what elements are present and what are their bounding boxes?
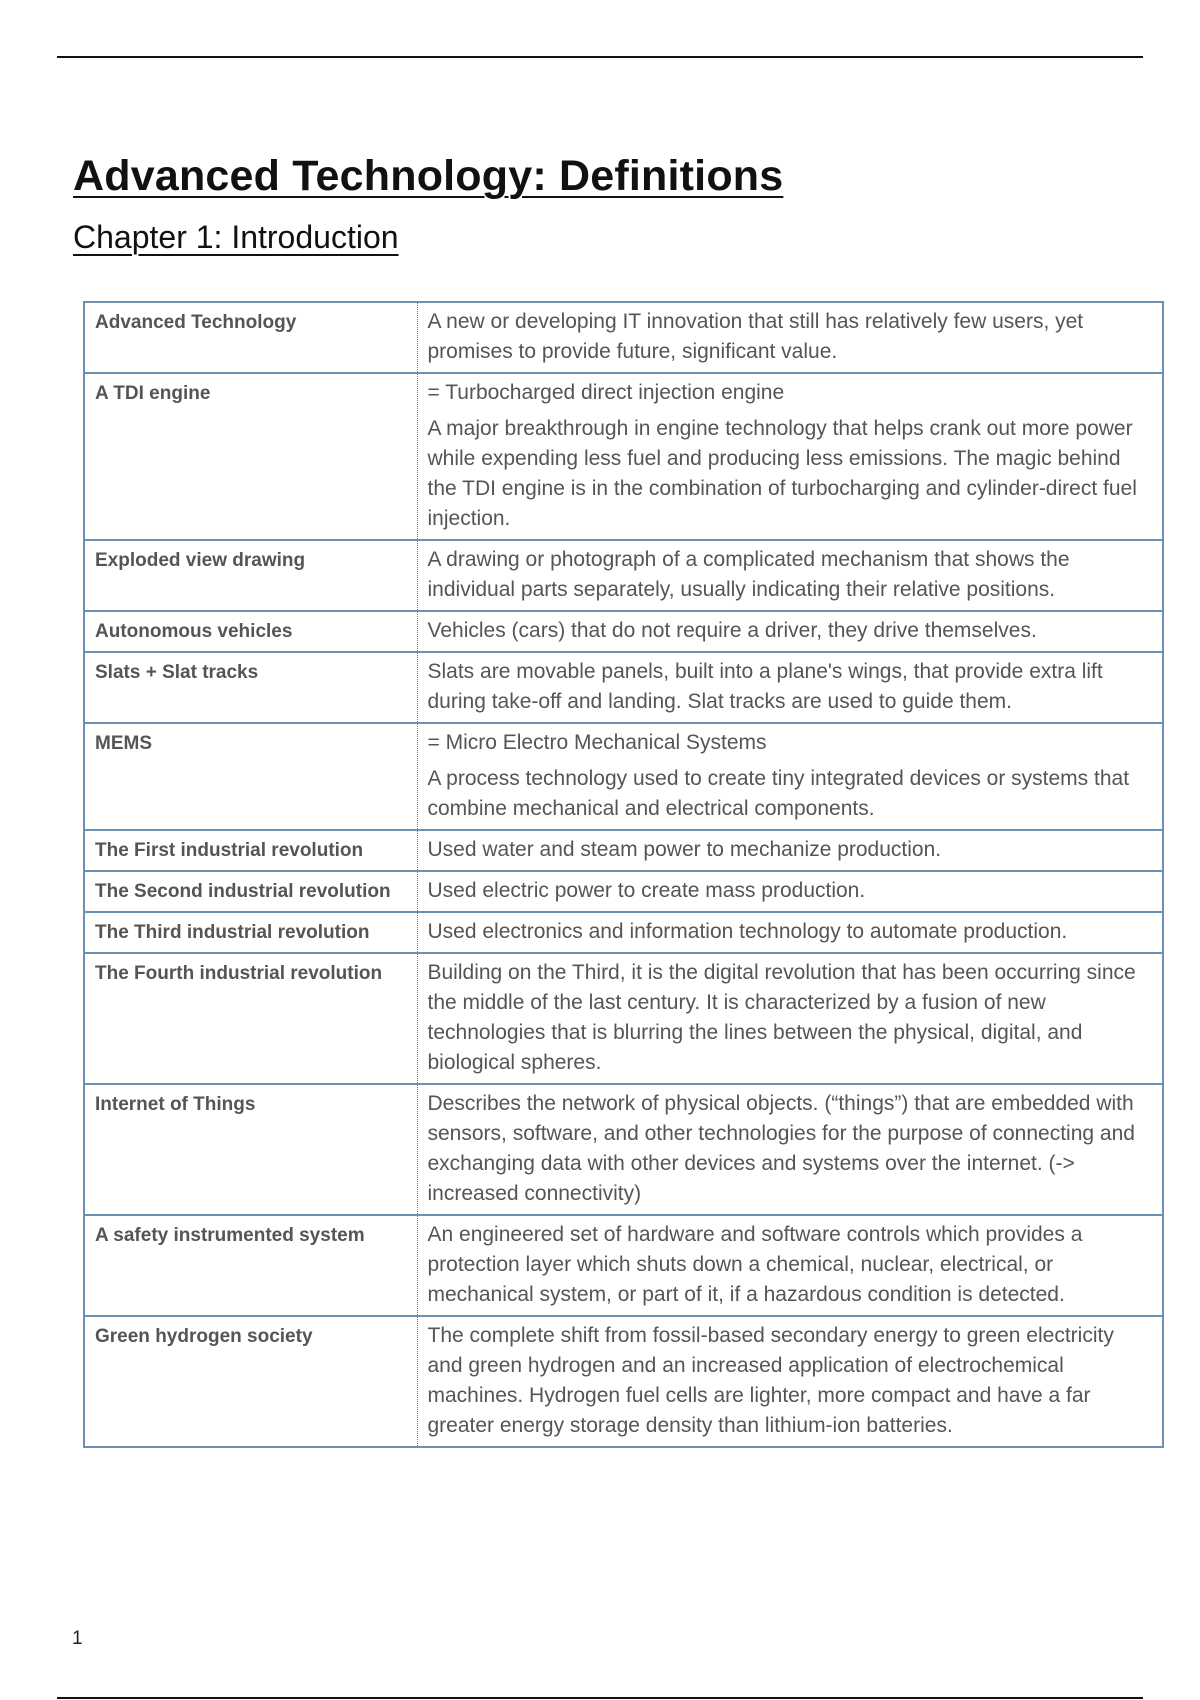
definitions-table-body [84, 302, 1163, 1447]
document-title: Advanced Technology: Definitions [73, 152, 784, 200]
chapter-subtitle: Chapter 1: Introduction [73, 219, 399, 255]
definition-line: Used water and steam power to mechanize production. [427, 838, 942, 861]
definition-line: Slats are movable panels, built into a plane's wings, that provide extra lift during take-off and landing. Slat tracks are used to guide them. [427, 660, 1103, 713]
page-number: 1 [72, 1628, 83, 1649]
definition-text [417, 302, 1163, 373]
definition-term: Internet of Things [84, 1084, 417, 1215]
definition-line: The complete shift from fossil-based secondary energy to green electricity and green hydrogen and an increased application of electrochemical machines. Hydrogen fuel cells are lighter, more compact and have a far greater energy storage density than lithium-ion batteries. [427, 1324, 1114, 1437]
definition-row [84, 1215, 1163, 1316]
definition-text [417, 912, 1163, 953]
definition-text [417, 723, 1163, 830]
definition-term: Exploded view drawing [84, 540, 417, 611]
definition-text [417, 611, 1163, 652]
definition-text [417, 1215, 1163, 1316]
definition-row [84, 953, 1163, 1084]
definition-term: The Fourth industrial revolution [84, 953, 417, 1084]
footer-rule [57, 1697, 1143, 1699]
definition-term: A safety instrumented system [84, 1215, 417, 1316]
definition-row [84, 611, 1163, 652]
definition-term: The Second industrial revolution [84, 871, 417, 912]
definition-text [417, 540, 1163, 611]
definition-term: Slats + Slat tracks [84, 652, 417, 723]
definition-line: A major breakthrough in engine technology that helps crank out more power while expending less fuel and producing less emissions. The magic behind the TDI engine is in the combination of turbocharging and cylinder-direct fuel injection. [427, 417, 1137, 530]
definition-text [417, 1316, 1163, 1447]
definition-row [84, 871, 1163, 912]
header-rule [57, 56, 1143, 58]
definition-line: An engineered set of hardware and software controls which provides a protection layer which shuts down a chemical, nuclear, electrical, or mechanical system, or part of it, if a hazardous condition is detected. [427, 1223, 1083, 1306]
definition-text [417, 953, 1163, 1084]
definition-row [84, 1316, 1163, 1447]
definition-row [84, 302, 1163, 373]
definition-term: The Third industrial revolution [84, 912, 417, 953]
definition-term: Advanced Technology [84, 302, 417, 373]
definition-row [84, 830, 1163, 871]
definition-text [417, 830, 1163, 871]
definition-text [417, 373, 1163, 540]
definition-row [84, 540, 1163, 611]
definition-term: Autonomous vehicles [84, 611, 417, 652]
definition-row [84, 1084, 1163, 1215]
definition-line: = Turbocharged direct injection engine [427, 381, 785, 404]
definition-row [84, 373, 1163, 540]
definition-term: MEMS [84, 723, 417, 830]
definition-term: A TDI engine [84, 373, 417, 540]
definition-text [417, 871, 1163, 912]
definition-line: A new or developing IT innovation that still has relatively few users, yet promises to provide future, significant value. [427, 310, 1084, 363]
definition-term: Green hydrogen society [84, 1316, 417, 1447]
definition-row [84, 723, 1163, 830]
definition-text [417, 652, 1163, 723]
definition-line: Describes the network of physical objects. (“things”) that are embedded with sensors, software, and other technologies for the purpose of connecting and exchanging data with other devices and systems over the internet. (-> increased connectivity) [427, 1092, 1135, 1205]
definition-term: The First industrial revolution [84, 830, 417, 871]
definitions-table [83, 301, 1164, 1448]
definition-text [417, 1084, 1163, 1215]
definition-line: Vehicles (cars) that do not require a driver, they drive themselves. [427, 619, 1037, 642]
definition-row [84, 652, 1163, 723]
definition-line: A drawing or photograph of a complicated mechanism that shows the individual parts separately, usually indicating their relative positions. [427, 548, 1070, 601]
definition-line: Used electric power to create mass production. [427, 879, 866, 902]
definition-row [84, 912, 1163, 953]
definition-line: A process technology used to create tiny integrated devices or systems that combine mechanical and electrical components. [427, 767, 1130, 820]
definition-line: Building on the Third, it is the digital revolution that has been occurring since the middle of the last century. It is characterized by a fusion of new technologies that is blurring the lines between the physical, digital, and biological spheres. [427, 961, 1136, 1074]
definition-line: Used electronics and information technology to automate production. [427, 920, 1068, 943]
definition-line: = Micro Electro Mechanical Systems [427, 731, 767, 754]
